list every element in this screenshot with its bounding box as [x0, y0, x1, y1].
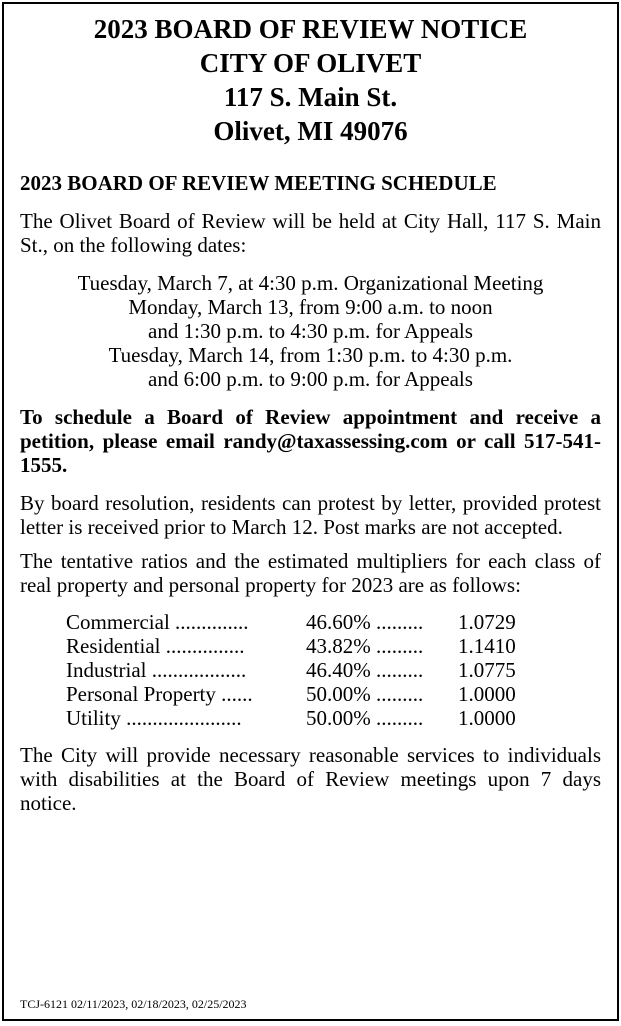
property-class: Commercial .............. [66, 610, 249, 634]
meeting-schedule [20, 271, 601, 391]
resolution-paragraph: By board resolution, residents can protest by letter, provided protest letter is received prior to March 12. Post marks are not accepted. [20, 491, 601, 539]
multiplier: 1.1410 [458, 634, 516, 658]
ratio-row [66, 610, 601, 634]
property-class: Personal Property ...... [66, 682, 253, 706]
schedule-line: Tuesday, March 7, at 4:30 p.m. Organizational Meeting [77, 271, 544, 295]
tentative-ratio: 46.40% ......... [306, 658, 424, 682]
ratio-row [66, 682, 601, 706]
schedule-line: and 6:00 p.m. to 9:00 p.m. for Appeals [148, 367, 473, 391]
intro-paragraph: The Olivet Board of Review will be held at City Hall, 117 S. Main St., on the following dates: [20, 209, 601, 257]
multiplier: 1.0000 [458, 706, 516, 730]
schedule-heading: 2023 BOARD OF REVIEW MEETING SCHEDULE [20, 171, 497, 195]
legal-notice [2, 2, 619, 1021]
tentative-ratio: 46.60% ......... [306, 610, 424, 634]
ratios-intro-paragraph: The tentative ratios and the estimated multipliers for each class of real property and personal property for 2023 are as follows: [20, 549, 601, 597]
publication-reference: TCJ-6121 02/11/2023, 02/18/2023, 02/25/2023 [20, 997, 247, 1011]
multiplier: 1.0000 [458, 682, 516, 706]
ratio-row [66, 706, 601, 730]
schedule-line: and 1:30 p.m. to 4:30 p.m. for Appeals [148, 319, 473, 343]
notice-header [20, 12, 601, 148]
notice-title: 2023 BOARD OF REVIEW NOTICE [93, 14, 528, 44]
ratios-table [66, 610, 601, 730]
city-state-zip: Olivet, MI 49076 [213, 116, 408, 146]
street-address: 117 S. Main St. [223, 82, 398, 112]
ratio-row [66, 634, 601, 658]
tentative-ratio: 50.00% ......... [306, 706, 424, 730]
ratio-row [66, 658, 601, 682]
schedule-line: Tuesday, March 14, from 1:30 p.m. to 4:30 p.m. [108, 343, 513, 367]
tentative-ratio: 50.00% ......... [306, 682, 424, 706]
schedule-line: Monday, March 13, from 9:00 a.m. to noon [128, 295, 493, 319]
multiplier: 1.0775 [458, 658, 516, 682]
city-name: CITY OF OLIVET [199, 48, 422, 78]
appointment-paragraph: To schedule a Board of Review appointment and receive a petition, please email randy@taxassessing.com or call 517-541-1555. [20, 405, 601, 477]
multiplier: 1.0729 [458, 610, 516, 634]
accessibility-paragraph: The City will provide necessary reasonable services to individuals with disabilities at the Board of Review meetings upon 7 days notice. [20, 743, 601, 815]
property-class: Industrial .................. [66, 658, 247, 682]
property-class: Residential ............... [66, 634, 245, 658]
property-class: Utility ...................... [66, 706, 242, 730]
tentative-ratio: 43.82% ......... [306, 634, 424, 658]
